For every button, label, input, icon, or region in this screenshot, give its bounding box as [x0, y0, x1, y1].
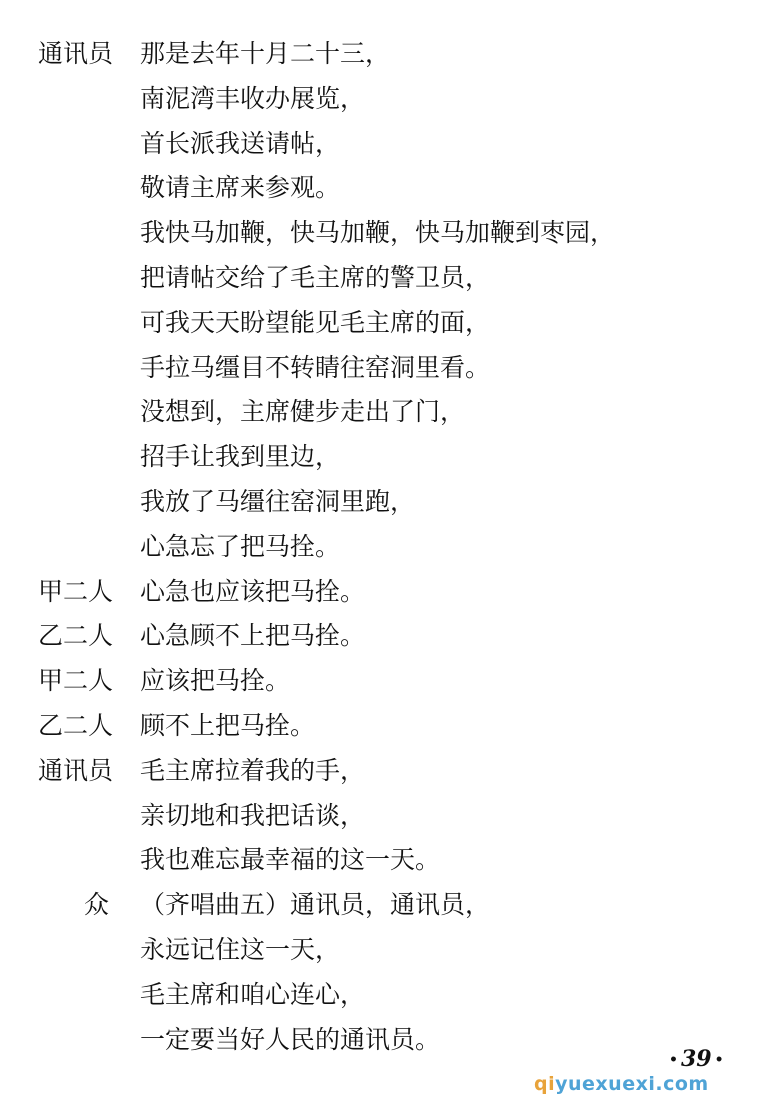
- script-line: [0, 482, 760, 522]
- line-text: 一定要当好人民的通讯员。: [140, 1025, 441, 1054]
- line-text: 我快马加鞭，快马加鞭，快马加鞭到枣园，: [140, 218, 616, 247]
- line-text: 招手让我到里边，: [140, 442, 341, 471]
- line-text: 可我天天盼望能见毛主席的面，: [140, 308, 491, 337]
- speaker-label: 乙二人: [38, 711, 114, 740]
- script-line: [0, 34, 760, 74]
- script-line: [0, 79, 760, 119]
- script-line: [0, 706, 760, 746]
- script-line: [0, 840, 760, 880]
- script-line: [0, 751, 760, 791]
- line-text: 心急顾不上把马拴。: [140, 621, 366, 650]
- line-text: 那是去年十月二十三，: [140, 39, 391, 68]
- line-text: 亲切地和我把话谈，: [140, 801, 366, 830]
- line-text: 手拉马缰目不转睛往窑洞里看。: [140, 353, 491, 382]
- script-line: [0, 527, 760, 567]
- line-text: 敬请主席来参观。: [140, 173, 341, 202]
- script-line: [0, 168, 760, 208]
- site-watermark: [534, 1073, 709, 1095]
- watermark-logo: qi: [534, 1073, 556, 1095]
- script-line: [0, 1020, 760, 1060]
- script-line: [0, 303, 760, 343]
- line-text: 毛主席拉着我的手，: [140, 756, 366, 785]
- script-line: [0, 885, 760, 925]
- script-line: [0, 437, 760, 477]
- script-line: [0, 572, 760, 612]
- page-number: • 39 •: [669, 1046, 724, 1072]
- script-line: [0, 392, 760, 432]
- watermark-domain: yuexuexi.com: [555, 1073, 709, 1095]
- line-text: 心急也应该把马拴。: [140, 577, 366, 606]
- script-line: [0, 348, 760, 388]
- speaker-label: 众: [84, 890, 110, 919]
- script-line: [0, 124, 760, 164]
- script-line: [0, 796, 760, 836]
- line-text: 我也难忘最幸福的这一天。: [140, 845, 441, 874]
- speaker-label: 甲二人: [38, 577, 114, 606]
- line-text: 永远记住这一天，: [140, 935, 341, 964]
- script-line: [0, 258, 760, 298]
- page-number-value: 39: [680, 1046, 712, 1072]
- line-text: 没想到，主席健步走出了门，: [140, 397, 466, 426]
- script-line: [0, 213, 760, 253]
- line-text: 把请帖交给了毛主席的警卫员，: [140, 263, 491, 292]
- line-text: 应该把马拴。: [140, 666, 291, 695]
- speaker-label: 乙二人: [38, 621, 114, 650]
- line-text: 我放了马缰往窑洞里跑，: [140, 487, 416, 516]
- line-text: 心急忘了把马拴。: [140, 532, 341, 561]
- line-text: 首长派我送请帖，: [140, 129, 341, 158]
- speaker-label: 通讯员: [38, 756, 114, 785]
- line-text: 毛主席和咱心连心，: [140, 980, 366, 1009]
- script-line: [0, 975, 760, 1015]
- script-line: [0, 616, 760, 656]
- speaker-label: 通讯员: [38, 39, 114, 68]
- line-text: 顾不上把马拴。: [140, 711, 316, 740]
- script-line: [0, 661, 760, 701]
- line-text: （齐唱曲五）通讯员，通讯员，: [140, 890, 491, 919]
- speaker-label: 甲二人: [38, 666, 114, 695]
- line-text: 南泥湾丰收办展览，: [140, 84, 366, 113]
- script-line: [0, 930, 760, 970]
